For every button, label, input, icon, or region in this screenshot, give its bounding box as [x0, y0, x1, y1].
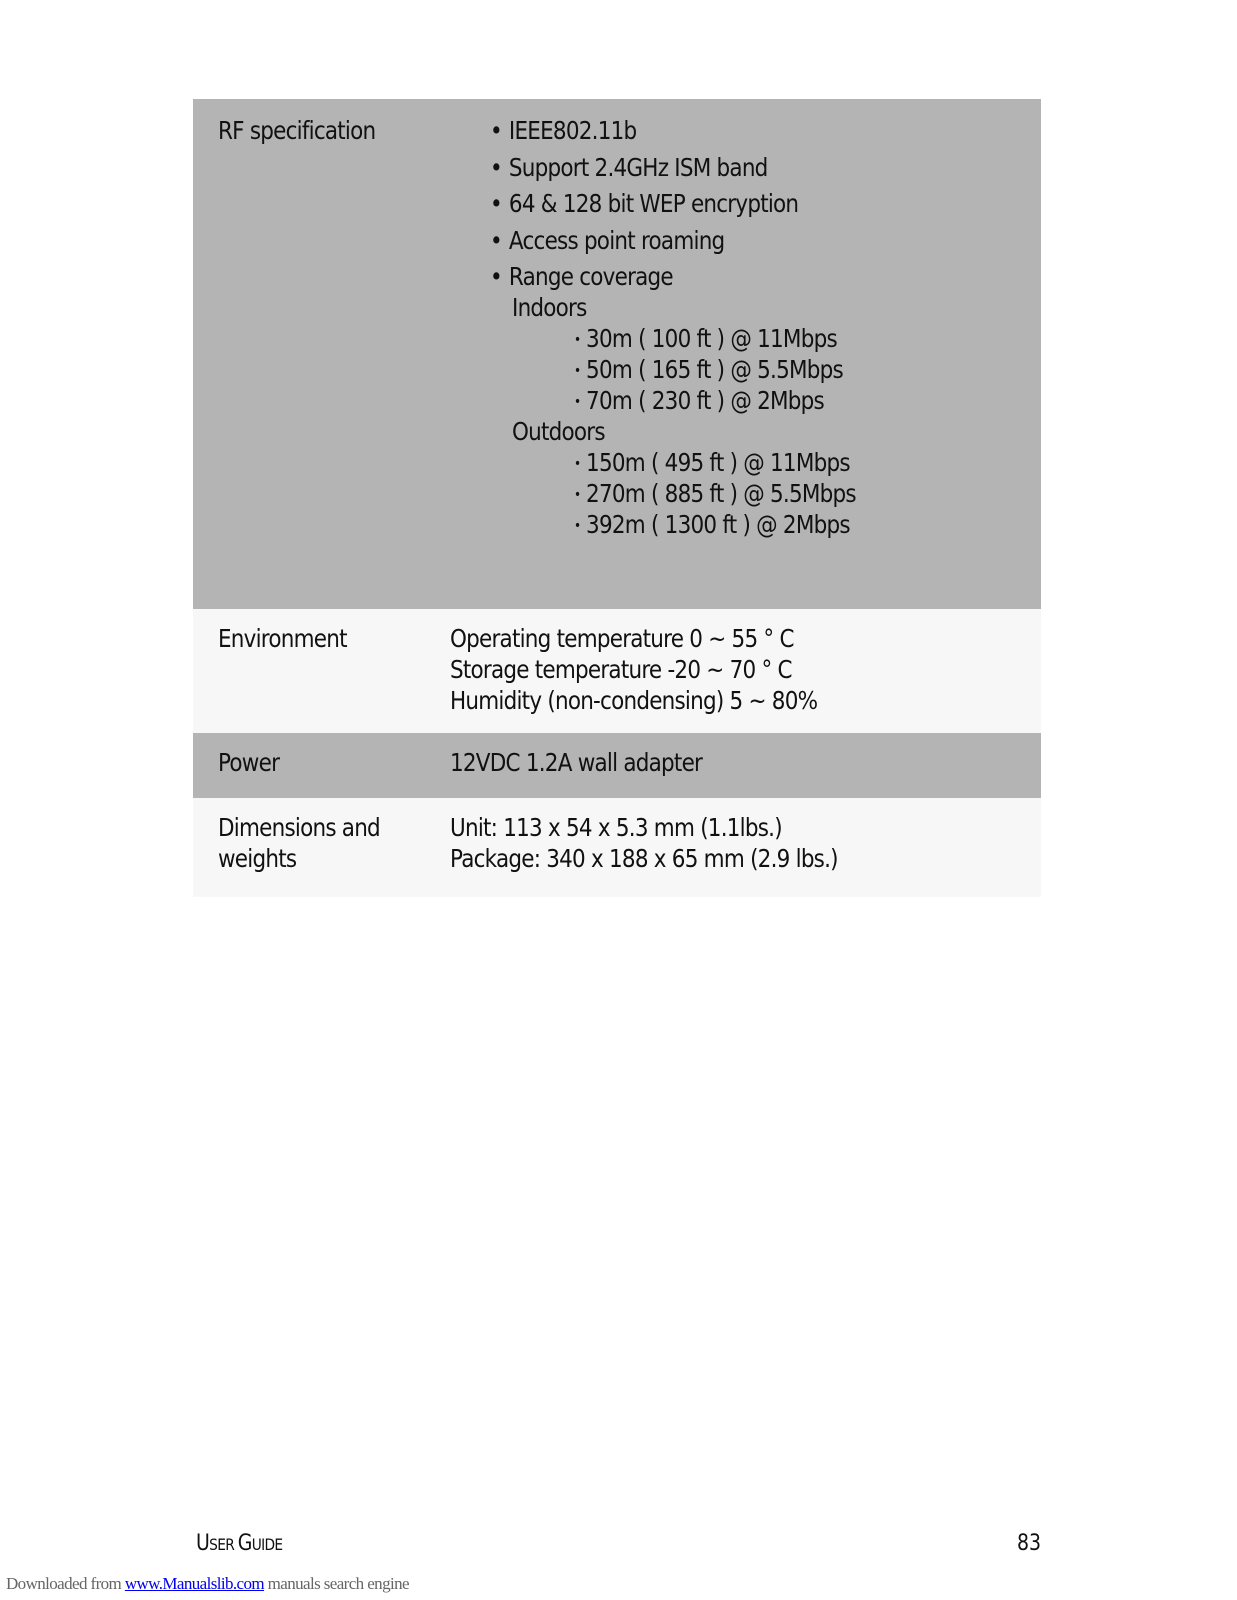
list-item: • Access point roaming	[490, 225, 725, 255]
power-value: 12VDC 1.2A wall adapter	[450, 748, 703, 777]
spec-table	[193, 99, 1041, 897]
rf-specification-label: RF specification	[218, 116, 376, 145]
power-label: Power	[218, 748, 280, 777]
environment-label: Environment	[218, 624, 347, 653]
package-dimensions: Package: 340 x 188 x 65 mm (2.9 lbs.)	[450, 844, 838, 873]
manualslib-link[interactable]: www.Manualslib.com	[124, 1574, 265, 1593]
storage-temperature: Storage temperature -20 ~ 70 ° C	[450, 655, 792, 684]
rf-specification-row	[193, 99, 1041, 609]
list-item: • 270m ( 885 ft ) @ 5.5Mbps	[574, 479, 856, 508]
operating-temperature: Operating temperature 0 ~ 55 ° C	[450, 624, 794, 653]
indoors-list	[450, 323, 1041, 416]
list-item: • 30m ( 100 ft ) @ 11Mbps	[574, 324, 837, 353]
dimensions-label-line-1: Dimensions and	[218, 813, 380, 842]
environment-row	[193, 609, 1041, 733]
list-item: • Support 2.4GHz ISM band	[490, 152, 768, 182]
indoors-heading: Indoors	[512, 293, 587, 322]
footer-title: USER GUIDE	[196, 1531, 283, 1556]
dimensions-label-cell	[193, 798, 450, 897]
dimensions-value-cell	[450, 798, 1041, 897]
list-item: • 50m ( 165 ft ) @ 5.5Mbps	[574, 355, 843, 384]
environment-value-cell	[450, 609, 1041, 733]
list-item: • 64 & 128 bit WEP encryption	[490, 189, 799, 218]
rf-bullet-list	[450, 115, 1041, 292]
outdoors-heading: Outdoors	[512, 417, 605, 446]
list-item: • 392m ( 1300 ft ) @ 2Mbps	[574, 510, 850, 539]
dimensions-label-line-2: weights	[218, 844, 297, 873]
power-value-cell	[450, 733, 1041, 798]
list-item: • 70m ( 230 ft ) @ 2Mbps	[574, 386, 824, 415]
outdoors-list	[450, 447, 1041, 540]
unit-dimensions: Unit: 113 x 54 x 5.3 mm (1.1lbs.)	[450, 813, 782, 842]
power-label-cell	[193, 733, 450, 798]
list-item: • IEEE802.11b	[490, 116, 637, 145]
download-notice: Downloaded from www.Manualslib.com manuals search engine	[6, 1574, 409, 1593]
list-item: • Range coverage	[490, 262, 673, 291]
list-item: • 150m ( 495 ft ) @ 11Mbps	[574, 448, 850, 477]
rf-specification-label-cell	[193, 99, 450, 609]
environment-label-cell	[193, 609, 450, 733]
dimensions-row	[193, 798, 1041, 897]
rf-specification-value-cell	[450, 99, 1041, 609]
humidity: Humidity (non-condensing) 5 ~ 80%	[450, 686, 818, 715]
page-number: 83	[1017, 1531, 1042, 1556]
power-row	[193, 733, 1041, 798]
